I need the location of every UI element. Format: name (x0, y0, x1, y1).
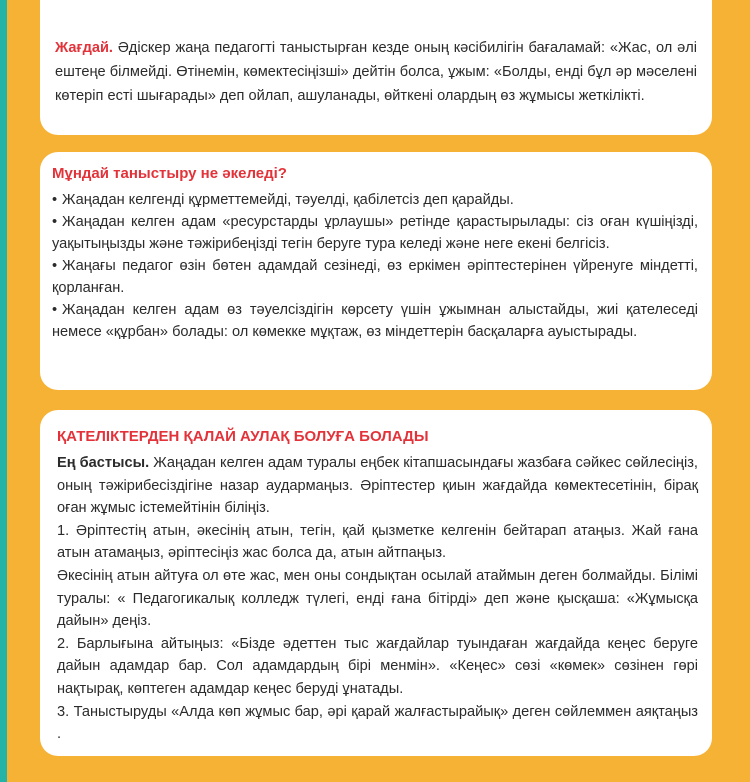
situation-text: Әдіскер жаңа педагогті таныстырған кезде оның кәсібилігін бағаламай: «Жас, ол әлі ештеңе білмейді. Өтінемін, көмектесіңізші» дейтін болса, ұжым: «Болды, енді бұл әр мәселені көтеріп есті шығарады» деп ойлап, ашуланады, өйткені олардың өз жұмысы жеткілікті. (55, 40, 697, 104)
situation-label: Жағдай. (55, 40, 113, 56)
bullet-icon: • (52, 258, 58, 274)
bullet-icon: • (52, 214, 58, 230)
list-item-text: Жаңадан келгенді құрметтемейді, тәуелді, қабілетсіз деп қарайды. (62, 192, 514, 208)
consequences-title: Мұндай таныстыру не әкеледі? (52, 165, 287, 182)
step-2: 2. Барлығына айтыңыз: «Бізде әдеттен тыс жағдайлар туындаған жағдайда кеңес беруге дайын адамдар бар. Сол адамдардың бірі менмін». «Кеңес» сөзі «көмек» сөзінен гөрі нақтырақ, көптеген адамдар кеңес беруді ұнатады. (57, 635, 698, 697)
situation-paragraph (55, 36, 697, 108)
list-item (52, 299, 698, 343)
step-1-continued: Әкесінің атын айтуға ол өте жас, мен оны сондықтан осылай атаймын деген болмайды. Білімі туралы: « Педагогикалық колледж түлегі, енді ғана бітірді» деп және қысқаша: «Жұмысқа дайын» деңіз. (57, 567, 698, 630)
step-3: 3. Таныстыруды «Алда көп жұмыс бар, әрі қарай жалғастырайық» деген сөйлеммен аяқтаңыз . (57, 703, 698, 743)
consequences-card (40, 152, 712, 390)
consequences-list (52, 189, 698, 343)
lead-paragraph (57, 452, 698, 520)
list-item (52, 189, 698, 211)
list-item (52, 211, 698, 255)
step-1: 1. Әріптестің атын, әкесінің атын, тегін, қай қызметке келгенін бейтарап атаңыз. Жай ғана атын атамаңыз, әріптесіңіз жас болса да, атын айтпаңыз. (57, 522, 698, 562)
bullet-icon: • (52, 192, 58, 208)
avoid-title: ҚАТЕЛІКТЕРДЕН ҚАЛАЙ АУЛАҚ БОЛУҒА БОЛАДЫ (57, 428, 429, 445)
lead-text: Жаңадан келген адам туралы еңбек кітапшасындағы жазбаға сәйкес сөйлесіңіз, оның тәжірибесіздігіне назар аудармаңыз. Әріптестер қиын жағдайда көмектесетінін, бірақ оған жұмыс істемейтінін біліңіз. (57, 455, 698, 517)
left-decorative-strip (0, 0, 7, 782)
situation-card (40, 0, 712, 135)
list-item-text: Жаңадан келген адам «ресурстарды ұрлаушы» ретінде қарастырылады: сіз оған күшіңізді, уақытыңызды және тәжірибеңізді тегін беруге тура келеді және неге екені белгісіз. (52, 214, 698, 252)
list-item (52, 255, 698, 299)
avoid-mistakes-card (40, 410, 712, 756)
list-item-text: Жаңадан келген адам өз тәуелсіздігін көрсету үшін ұжымнан алыстайды, жиі қателеседі немесе «құрбан» болады: ол көмекке мұқтаж, өз міндеттерін басқаларға ауыстырады. (52, 302, 698, 340)
lead-label: Ең бастысы. (57, 455, 150, 471)
bullet-icon: • (52, 302, 58, 318)
list-item-text: Жаңағы педагог өзін бөтен адамдай сезінеді, өз еркімен әріптестерінен үйренуге міндетті, қорланған. (52, 258, 698, 296)
